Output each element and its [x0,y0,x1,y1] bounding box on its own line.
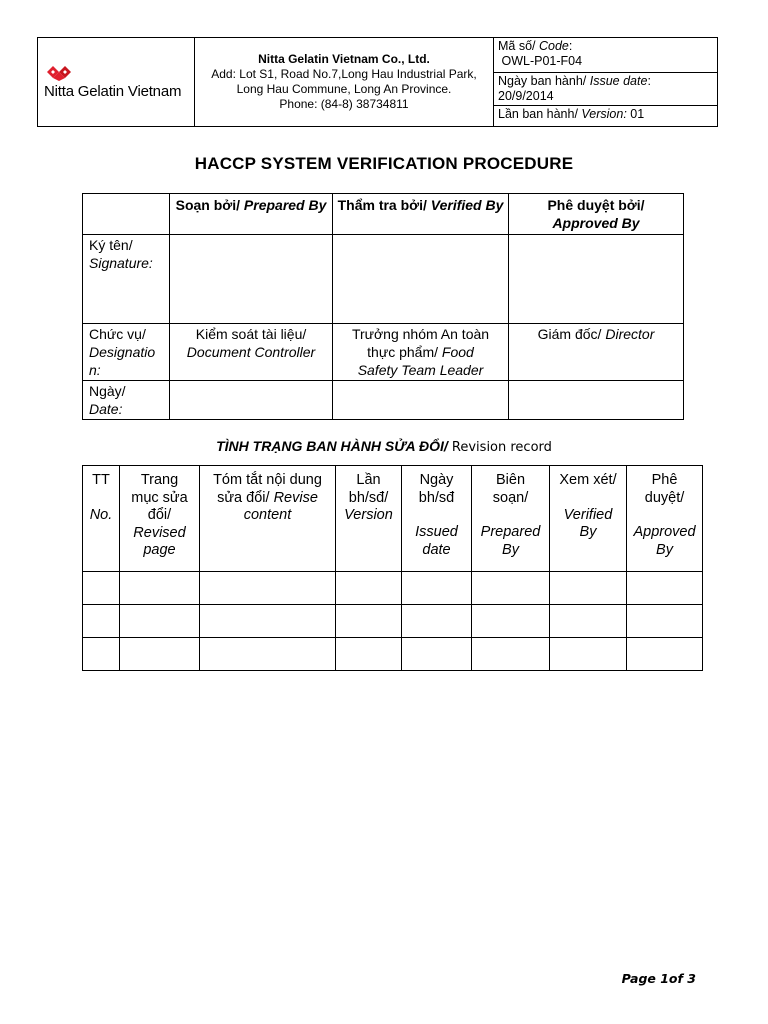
table-cell[interactable] [83,638,120,671]
version-label-vi: Lần ban hành/ [498,107,582,121]
approved-designation [509,324,684,381]
col-approved-vi-2: duyệt/ [644,489,685,506]
verified-designation-vi-2: thực phẩm/ [367,344,442,360]
document-title: HACCP SYSTEM VERIFICATION PROCEDURE [194,154,574,173]
revision-table [82,465,703,671]
verified-designation [333,324,509,381]
col-no-vi: TT [92,472,110,488]
company-logo [38,65,194,100]
col-version-header [336,466,402,572]
col-page-en-1: Revised [133,524,186,541]
col-page-en-2: page [143,542,176,558]
signature-label-vi: Ký tên/ [89,237,133,253]
address-line-2: Long Hau Commune, Long An Province. [236,82,452,96]
code-cell [494,38,718,73]
logo-text: Nitta Gelatin Vietnam [44,82,182,100]
code-label-en: Code [539,39,569,53]
designation-label [83,324,170,381]
col-approved-en-2: By [656,541,673,558]
col-verified-header [333,194,509,235]
date-label-vi: Ngày/ [89,383,126,399]
col-prepared-vi-2: soạn/ [492,489,529,506]
col-issued-vi-2: bh/sđ [418,489,455,506]
table-cell[interactable] [336,572,402,605]
col-prepared-en-2: By [502,541,519,558]
col-prepared-en-1: Prepared [480,524,541,540]
col-content-en-1: Revise [273,489,318,506]
revision-header-row [83,466,703,572]
table-cell[interactable] [120,572,200,605]
col-verified-vi: Xem xét/ [559,472,617,488]
date-label [83,381,170,420]
verified-designation-en-1: Food [441,344,474,360]
col-prepared-header [170,194,333,235]
signature-label [83,235,170,324]
designation-label-en-2: n: [89,362,101,378]
version-value: 01 [626,107,645,121]
table-cell[interactable] [550,605,627,638]
table-cell[interactable] [627,638,703,671]
approval-corner-cell [83,194,170,235]
code-label-vi: Mã số/ [498,39,539,53]
table-cell[interactable] [200,605,336,638]
table-cell[interactable] [336,605,402,638]
verified-signature-field[interactable] [333,235,509,324]
col-verified-en-1: Verified [563,506,613,523]
designation-label-en-1: Designatio [89,344,156,360]
issue-date-value: 20/9/2014 [498,89,554,103]
approved-signature-field[interactable] [509,235,684,324]
revision-title-en: Revision record [447,440,552,455]
col-prepared-header [472,466,550,572]
table-cell[interactable] [120,605,200,638]
col-page-header [120,466,200,572]
date-label-en: Date: [89,401,123,417]
col-issued-en-2: date [422,541,451,558]
col-verified-en: Verified By [430,197,504,213]
signature-row [83,235,684,324]
col-page-vi-2: mục sửa [131,489,188,506]
signature-label-en: Signature: [89,255,153,271]
col-content-en-2: content [243,507,292,523]
version-label-en: Version: [581,107,627,121]
issue-colon: : [647,74,651,88]
logo-cell [38,38,195,127]
col-page-vi-1: Trang [140,472,179,488]
col-content-header [200,466,336,572]
approved-designation-vi: Giám đốc/ [537,326,606,342]
table-cell[interactable] [120,638,200,671]
table-cell[interactable] [472,572,550,605]
col-verified-header [550,466,627,572]
col-version-vi-1: Lần [356,472,381,488]
col-issued-vi-1: Ngày [419,472,454,488]
table-cell[interactable] [550,638,627,671]
col-verified-en-2: By [579,524,597,540]
table-cell[interactable] [627,572,703,605]
col-issued-en-1: Issued [415,524,458,540]
code-value: OWL-P01-F04 [501,54,583,68]
revision-record-title [0,438,768,455]
verified-designation-en-2: Safety Team Leader [357,362,484,378]
prepared-date-field[interactable] [170,381,333,420]
approval-table [82,193,684,420]
col-content-vi-2: sửa đổi/ [217,489,274,506]
code-colon: : [568,39,573,53]
company-info [195,38,494,127]
table-cell[interactable] [550,572,627,605]
verified-date-field[interactable] [333,381,509,420]
col-content-vi-1: Tóm tắt nội dung [213,472,322,488]
col-no-en: No. [89,506,113,523]
table-cell[interactable] [627,605,703,638]
document-header [37,37,718,127]
prepared-signature-field[interactable] [170,235,333,324]
company-name: Nitta Gelatin Vietnam Co., Ltd. [258,52,430,66]
table-row [83,605,703,638]
issue-label-en: Issue date [589,74,648,88]
col-approved-vi-1: Phê [651,472,678,488]
table-row [83,572,703,605]
revision-title-vi: TÌNH TRẠNG BAN HÀNH SỬA ĐỔI/ [216,438,448,454]
table-cell[interactable] [83,572,120,605]
table-cell[interactable] [402,605,472,638]
table-cell[interactable] [336,638,402,671]
issue-label-vi: Ngày ban hành/ [498,74,590,88]
approved-date-field[interactable] [509,381,684,420]
table-cell[interactable] [83,605,120,638]
table-cell[interactable] [402,572,472,605]
table-cell[interactable] [472,605,550,638]
col-page-vi-3: đổi/ [147,507,172,523]
prepared-designation [170,324,333,381]
designation-row [83,324,684,381]
designation-label-vi: Chức vụ/ [89,326,146,342]
col-approved-header [509,194,684,235]
col-prepared-vi: Soạn bởi/ [175,197,244,213]
col-approved-en: Approved By [552,215,640,231]
col-version-vi-2: bh/sđ/ [348,489,389,506]
col-prepared-en: Prepared By [243,197,327,213]
col-issued-header [402,466,472,572]
page-number: Page 1of 3 [621,971,696,986]
prepared-designation-vi: Kiểm soát tài liệu/ [195,326,307,342]
date-row [83,381,684,420]
col-no-header [83,466,120,572]
col-approved-vi: Phê duyệt bởi/ [547,197,645,213]
table-cell[interactable] [200,572,336,605]
address-line-1: Add: Lot S1, Road No.7,Long Hau Industrial Park, [211,67,477,81]
approval-header-row [83,194,684,235]
col-verified-vi: Thẩm tra bởi/ [337,197,431,213]
issue-date-cell [494,73,718,106]
col-version-en: Version [344,507,393,523]
verified-designation-vi-1: Trưởng nhóm An toàn [351,326,490,342]
table-row [83,638,703,671]
table-cell[interactable] [200,638,336,671]
approved-designation-en: Director [605,326,655,342]
col-approved-header [627,466,703,572]
version-cell [494,106,718,127]
company-phone: Phone: (84-8) 38734811 [279,97,409,111]
logo-mark-icon [46,65,72,81]
col-approved-en-1: Approved [633,524,696,540]
table-cell[interactable] [402,638,472,671]
col-prepared-vi-1: Biên [495,472,526,488]
prepared-designation-en: Document Controller [186,344,316,360]
table-cell[interactable] [472,638,550,671]
